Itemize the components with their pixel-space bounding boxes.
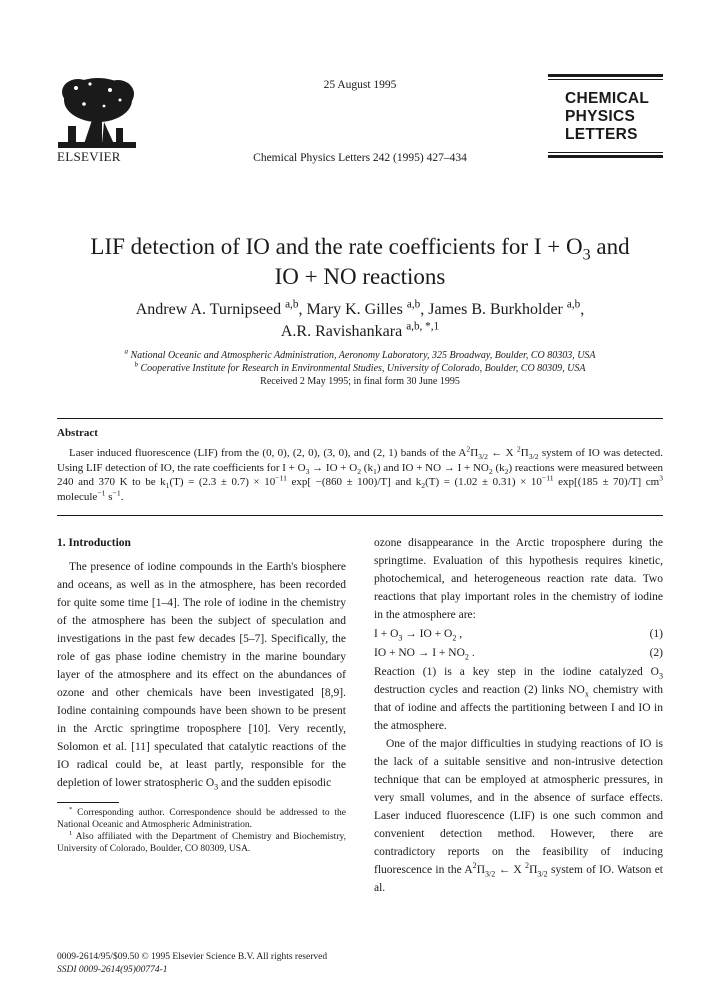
section-heading: 1. Introduction xyxy=(57,537,131,549)
body-paragraph: Reaction (1) is a key step in the iodine catalyzed $O_3$ destruction cycles and reaction (2) links $NO_x$ chemistry with that of iodine and affects the partitioning between I and IO in the atmosphere. xyxy=(374,666,663,732)
left-column xyxy=(57,534,346,855)
body-paragraph: One of the major difficulties in studying reactions of IO is the lack of a suitable sensitive and non-intrusive detection technique that can be employed at atmospheric pressures, in very small volumes, and in the absence of surface effects. Laser induced fluorescence (LIF) is one such common and convenient detection method. However, there are contradictory reports on the feasibility of inducing fluorescence in the $A^2\Pi_{3/2}$ ← X $^2\Pi_{3/2}$ system of IO. Watson et al. xyxy=(374,738,664,894)
journal-name-line3: LETTERS xyxy=(565,126,638,143)
abstract-body: Laser induced fluorescence (LIF) from the (0, 0), (2, 0), (3, 0), and (2, 1) bands of the $A^2\Pi_{3/2}$ ← X $^2\Pi_{3/2}$ system of IO was detected. Using LIF detection of IO, the rate coefficients for $I + O_3$ → IO + $O_2$ $(k_1)$ and IO + NO → $I + NO_2$ $(k_2)$ reactions were measured between 240 and 370 K to be $k_1(T) = (2.3 \pm 0.7) \times 10^{-11}$ exp[ −(860 ± 100)/T] and $k_2(T) = (1.02 \pm 0.31) \times 10^{-11}$ exp[(185 ± 70)/T] $cm^3$ molecule$^{-1}$ $s^{-1}$. xyxy=(57,444,663,503)
author-name: A.R. Ravishankara xyxy=(280,323,403,340)
affiliation-b: $^b$ Cooperative Institute for Research in Environmental Studies, University of Colorado, Boulder, CO 80309, USA xyxy=(134,360,586,374)
publisher-name: ELSEVIER xyxy=(57,149,121,164)
footnote-rule xyxy=(57,802,119,803)
journal-name-line1: CHEMICAL xyxy=(565,90,650,107)
article-title: LIF detection of IO and the rate coefficients for $I + O_3$ and IO + NO reactions xyxy=(90,234,630,289)
right-column xyxy=(374,534,663,897)
footnote-affiliation: $^1$ Also affiliated with the Department of Chemistry and Biochemistry, University of Colorado, Boulder, CO 80309, USA. xyxy=(57,829,346,854)
journal-rule-top xyxy=(548,74,663,77)
issue-date: 25 August 1995 xyxy=(323,79,397,91)
divider-top xyxy=(57,418,663,419)
body-paragraph: ozone disappearance in the Arctic troposphere during the springtime. Evaluation of this hypothesis requires kinetic, photochemical, and heterogeneous reaction rate data. Two reactions that play important roles in the chemistry of iodine in the atmosphere are: xyxy=(374,537,663,621)
copyright-line: 0009-2614/95/$09.50 © 1995 Elsevier Science B.V. All rights reserved SSDI 0009-2614(95)00774-1 xyxy=(57,952,328,975)
author-name: Andrew A. Turnipseed xyxy=(135,301,282,318)
journal-rule-bottom xyxy=(548,155,663,158)
divider-bottom xyxy=(57,515,663,516)
abstract-heading: Abstract xyxy=(57,427,98,439)
body-paragraph: The presence of iodine compounds in the Earth's biosphere and oceans, as well as in the atmosphere, has been recorded for quite some time [1–4]. The role of iodine in the chemistry of the atmosphere has been the subject of speculation and investigations in the past few decades [5–7]. Specifically, the role of gas phase iodine chemistry in the marine boundary layer of the atmosphere and its effect on the abundances of ozone and other chemicals have been investigated [8,9]. Iodine containing compounds have been shown to be present in the Arctic springtime troposphere [10]. Very recently, Solomon et al. [11] speculated that catalytic reactions of the IO radical could be, at least partly, responsible for the depletion of lower stratospheric $O_3$ and the sudden episodic xyxy=(57,561,346,792)
journal-name xyxy=(565,90,649,144)
journal-rule-top-thin xyxy=(548,79,663,80)
equation-2: IO + NO → $I + NO_2$ . (2) xyxy=(374,647,663,662)
author-list: Andrew A. Turnipseed $^{a,b}$, Mary K. Gilles $^{a,b}$, James B. Burkholder $^{a,b}$, A.R. Ravishankara $^{a,b, *,1}$ xyxy=(135,298,585,340)
received-dates: Received 2 May 1995; in final form 30 June 1995 xyxy=(260,376,460,387)
journal-name-line2: PHYSICS xyxy=(565,108,636,125)
journal-rule-bottom-thin xyxy=(548,152,663,153)
equation-1: $I + O_3$ → IO + $O_2$ , (1) xyxy=(374,628,663,643)
affiliation-a: $^a$ National Oceanic and Atmospheric Administration, Aeronomy Laboratory, 325 Broadway, Boulder, CO 80303, USA xyxy=(124,347,596,361)
footnote-corresponding: * Corresponding author. Correspondence should be addressed to the National Oceanic and Atmospheric Administration. xyxy=(57,805,346,830)
affiliations xyxy=(40,349,680,375)
journal-citation: Chemical Physics Letters 242 (1995) 427–434 xyxy=(253,152,467,164)
